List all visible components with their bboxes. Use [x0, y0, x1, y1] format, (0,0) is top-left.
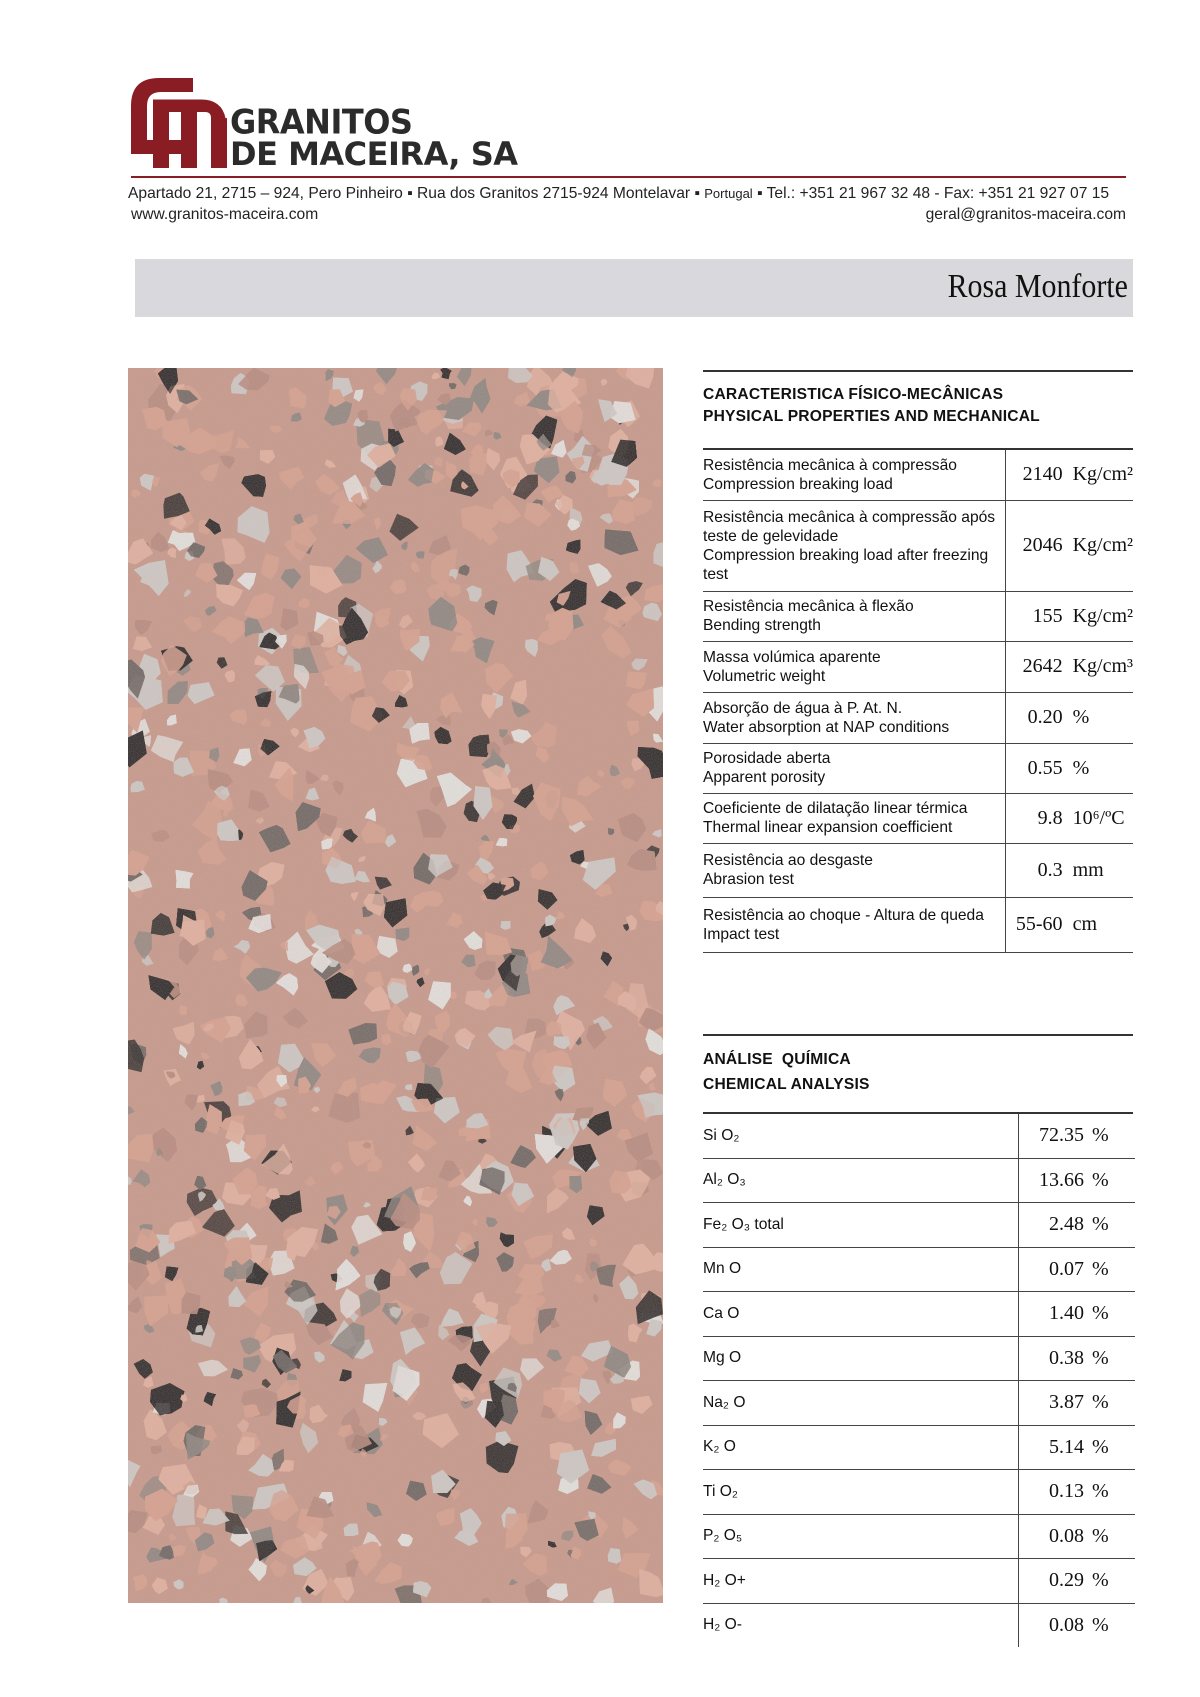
table-row [703, 692, 1133, 743]
table-row [703, 1158, 1135, 1203]
property-unit: % [1072, 706, 1090, 728]
chemical-top-rule [703, 1034, 1133, 1036]
compound-value: 72.35 [1039, 1124, 1084, 1147]
compound-unit: % [1092, 1569, 1109, 1592]
property-value: 55-60 [1015, 913, 1063, 935]
header-divider [131, 176, 1126, 178]
table-row [703, 1425, 1135, 1470]
property-unit: Kg/cm² [1072, 534, 1133, 556]
table-row [703, 500, 1133, 591]
compound-unit: % [1092, 1613, 1109, 1636]
table-row [703, 1203, 1135, 1248]
property-label-en: Compression breaking load after freezing test [703, 546, 989, 583]
property-label-en: Compression breaking load [703, 475, 893, 493]
property-label-en: Apparent porosity [703, 769, 826, 786]
physical-properties-table [703, 450, 1133, 953]
table-row [703, 793, 1133, 843]
property-unit: cm [1072, 913, 1097, 935]
company-name-line2: DE MACEIRA, SA [230, 135, 518, 173]
chemical-title-pt: ANÁLISE QUÍMICA [703, 1051, 851, 1068]
property-label-en: Bending strength [703, 617, 821, 634]
property-label-en: Thermal linear expansion coefficient [703, 819, 953, 836]
compound-value: 2.48 [1049, 1213, 1084, 1236]
table-row [703, 1381, 1135, 1426]
company-name [230, 102, 518, 173]
compound-label: Ca O [703, 1292, 1019, 1337]
property-value: 9.8 [1037, 806, 1063, 829]
compound-unit: % [1092, 1524, 1109, 1547]
property-value: 2642 [1022, 655, 1063, 677]
compound-value: 0.29 [1049, 1569, 1084, 1592]
compound-unit: % [1092, 1435, 1109, 1458]
compound-label: P₂ O₅ [703, 1514, 1019, 1559]
property-label-pt: Resistência ao choque - Altura de queda [703, 906, 984, 924]
compound-unit: % [1092, 1480, 1109, 1503]
property-value: 155 [1032, 604, 1063, 627]
compound-value: 3.87 [1049, 1391, 1084, 1414]
compound-label: Si O₂ [703, 1114, 1019, 1158]
compound-value: 0.08 [1049, 1524, 1084, 1547]
compound-label: Mg O [703, 1336, 1019, 1381]
property-value: 2046 [1022, 534, 1063, 556]
property-unit: Kg/cm² [1072, 604, 1133, 627]
table-row [703, 1514, 1135, 1559]
property-label-pt: Resistência mecânica à flexão [703, 598, 914, 615]
property-label-pt: Absorção de água à P. At. N. [703, 699, 903, 717]
compound-label: K₂ O [703, 1425, 1019, 1470]
stone-name-title: Rosa Monforte [947, 268, 1128, 305]
granite-sample-image [128, 368, 663, 1603]
property-value: 0.55 [1027, 756, 1063, 779]
chemical-title-en: CHEMICAL ANALYSIS [703, 1076, 870, 1093]
chemical-analysis-table [703, 1114, 1135, 1647]
compound-label: Al₂ O₃ [703, 1158, 1019, 1203]
address-line [128, 185, 1109, 203]
compound-unit: % [1092, 1168, 1109, 1191]
property-value: 0.3 [1037, 858, 1063, 881]
property-label-en: Water absorption at NAP conditions [703, 718, 950, 736]
table-row [703, 743, 1133, 793]
property-value: 0.20 [1027, 706, 1063, 728]
compound-unit: % [1092, 1257, 1109, 1280]
property-label-pt: Massa volúmica aparente [703, 648, 881, 666]
compound-label: Mn O [703, 1247, 1019, 1292]
compound-value: 5.14 [1049, 1435, 1084, 1458]
property-unit: Kg/cm³ [1072, 655, 1133, 677]
email-link[interactable]: geral@granitos-maceira.com [925, 206, 1126, 223]
table-row [703, 1247, 1135, 1292]
property-label-en: Abrasion test [703, 871, 795, 888]
address-main: Apartado 21, 2715 – 924, Pero Pinheiro ▪ Rua dos Granitos 2715-924 Montelavar ▪ [128, 185, 705, 202]
property-label-en: Impact test [703, 925, 780, 943]
compound-label: H₂ O- [703, 1616, 742, 1634]
table-row [703, 1292, 1135, 1337]
property-unit: 10⁶/ºC [1072, 806, 1125, 829]
compound-unit: % [1092, 1124, 1109, 1147]
company-name-line1: GRANITOS [230, 102, 413, 142]
table-row [703, 450, 1133, 500]
table-row [703, 1470, 1135, 1515]
compound-value: 1.40 [1049, 1302, 1084, 1325]
property-unit: Kg/cm² [1072, 463, 1133, 486]
address-country: Portugal [704, 186, 753, 201]
table-row [703, 641, 1133, 692]
property-label-pt: Resistência ao desgaste [703, 852, 873, 869]
company-logo-icon [131, 78, 231, 168]
table-row [703, 591, 1133, 641]
website-link[interactable]: www.granitos-maceira.com [131, 206, 319, 223]
property-label-pt: Resistência mecânica à compressão [703, 456, 957, 474]
table-row [703, 843, 1133, 897]
compound-label: H₂ O+ [703, 1559, 1019, 1604]
property-label-pt: Coeficiente de dilatação linear térmica [703, 800, 968, 817]
physical-title-pt: CARACTERISTICA FÍSICO-MECÂNICAS [703, 386, 1004, 403]
property-label-pt: Porosidade aberta [703, 750, 831, 767]
physical-top-rule [703, 370, 1133, 372]
compound-label: Fe₂ O₃ total [703, 1203, 1019, 1248]
compound-unit: % [1092, 1302, 1109, 1325]
address-contact: ▪ Tel.: +351 21 967 32 48 - Fax: +351 21 927 07 15 [752, 185, 1110, 202]
table-row [703, 1603, 1135, 1647]
table-row [703, 897, 1133, 952]
compound-value: 13.66 [1039, 1168, 1084, 1191]
physical-section-title [703, 384, 1040, 428]
table-row [703, 1336, 1135, 1381]
chemical-section-title [703, 1047, 870, 1097]
compound-value: 0.08 [1049, 1613, 1084, 1636]
compound-value: 0.07 [1049, 1257, 1084, 1280]
compound-value: 0.13 [1049, 1480, 1084, 1503]
property-label-pt: Resistência mecânica à compressão após teste de gelevidade [703, 508, 996, 545]
table-row [703, 1559, 1135, 1604]
property-unit: % [1072, 756, 1090, 779]
property-label-en: Volumetric weight [703, 667, 826, 685]
compound-unit: % [1092, 1346, 1109, 1369]
property-unit: mm [1072, 858, 1104, 881]
table-row [703, 1114, 1135, 1158]
compound-value: 0.38 [1049, 1346, 1084, 1369]
property-value: 2140 [1022, 463, 1063, 486]
compound-label: Na₂ O [703, 1381, 1019, 1426]
compound-unit: % [1092, 1213, 1109, 1236]
compound-label: Ti O₂ [703, 1470, 1019, 1515]
compound-unit: % [1092, 1391, 1109, 1414]
physical-title-en: PHYSICAL PROPERTIES AND MECHANICAL [703, 408, 1040, 425]
